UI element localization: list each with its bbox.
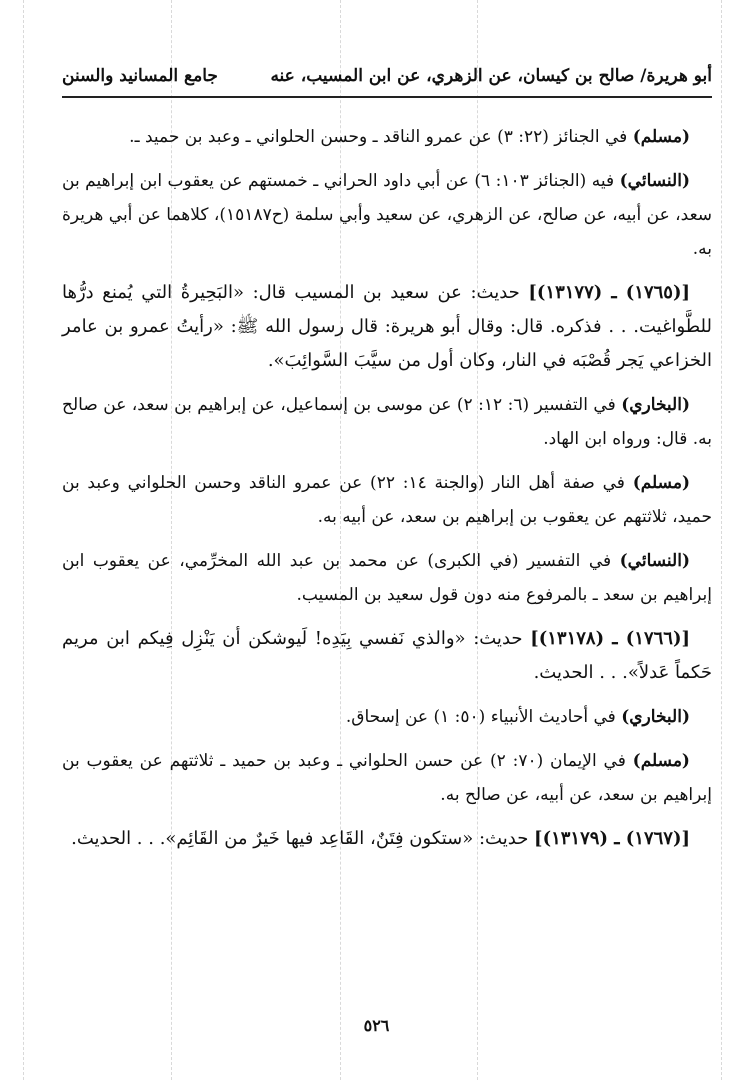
source-label: (مسلم) [632, 127, 690, 147]
hadith-number: [(١٧٦٦) ـ (١٣١٧٨)] [530, 628, 691, 649]
book-title: جامع المسانيد والسنن [62, 66, 218, 86]
source-label: (مسلم) [632, 473, 690, 493]
source-label: (البخاري) [621, 395, 690, 415]
hadith-paragraph [62, 622, 712, 690]
paragraph-text: حديث: عن سعيد بن المسيب قال: «البَحِيرةُ التي يُمنع درُّها للطَّواغيت. . . فذكره. قال: وقال أبو هريرة: قال رسول الله ﷺ: «رأيتُ عمرو بن عامر الخزاعي يَجر قُصْبَه في النار، وكان أول من سيَّبَ السَّوائِبَ». [62, 282, 712, 371]
paragraph-text: في التفسير (في الكبرى) عن محمد بن عبد الله المخرِّمي، عن يعقوب ابن إبراهيم بن سعد ـ بالمرفوع منه دون قول سعيد بن المسيب. [62, 551, 712, 605]
paragraph-text: في التفسير (٦: ١٢: ٢) عن موسى بن إسماعيل، عن إبراهيم بن سعد، عن صالح به. قال: ورواه ابن الهاد. [62, 395, 712, 449]
paragraph [62, 544, 712, 612]
hadith-number: [(١٧٦٥) ـ (١٣١٧٧)] [528, 282, 690, 303]
page-header [62, 62, 712, 98]
scan-line [721, 0, 722, 1080]
paragraph [62, 164, 712, 266]
paragraph [62, 744, 712, 812]
paragraph-text: في الإيمان (٧٠: ٢) عن حسن الحلواني ـ وعبد بن حميد ـ ثلاثتهم عن يعقوب بن إبراهيم بن سعد، عن أبيه، عن صالح به. [62, 751, 712, 805]
paragraph-text: حديث: «والذي نَفسي بِيَدِه! لَيوشكن أن يَنْزِل فِيكم ابن مريم حَكماً عَدلاً». . . الحديث. [62, 628, 712, 683]
page-body [62, 120, 712, 866]
paragraph-text: في الجنائز (٢٢: ٣) عن عمرو الناقد ـ وحسن الحلواني ـ وعبد بن حميد ـ. [129, 127, 633, 147]
paragraph-text: فيه (الجنائز ١٠٣: ٦) عن أبي داود الحراني ـ خمستهم عن يعقوب ابن إبراهيم بن سعد، عن أبيه، عن صالح، عن الزهري، عن سعيد وأبي سلمة (ح١٥١٨٧)، كلاهما عن أبي هريرة به. [62, 171, 713, 259]
page-number: ٥٢٦ [363, 1016, 390, 1035]
paragraph-text: حديث: «ستكون فِتَنٌ، القَاعِد فيها خَيرٌ من القَائِم». . . الحديث. [71, 828, 535, 849]
paragraph-text: في أحاديث الأنبياء (٥٠: ١) عن إسحاق. [345, 707, 622, 727]
scan-line [23, 0, 24, 1080]
paragraph [62, 388, 712, 456]
source-label: (البخاري) [621, 707, 690, 727]
paragraph [62, 120, 712, 154]
hadith-paragraph [62, 276, 712, 378]
source-label: (النسائي) [619, 551, 690, 571]
paragraph [62, 466, 712, 534]
source-label: (النسائي) [619, 171, 690, 191]
running-title: أبو هريرة/ صالح بن كيسان، عن الزهري، عن ابن المسيب، عنه [270, 66, 712, 86]
paragraph-text: في صفة أهل النار (والجنة ١٤: ٢٢) عن عمرو الناقد وحسن الحلواني وعبد بن حميد، ثلاثتهم عن يعقوب بن إبراهيم بن سعد، عن أبيه به. [62, 473, 712, 527]
hadith-number: [(١٧٦٧) ـ (١٣١٧٩)] [534, 828, 690, 849]
hadith-paragraph [62, 822, 712, 856]
paragraph [62, 700, 712, 734]
source-label: (مسلم) [632, 751, 690, 771]
